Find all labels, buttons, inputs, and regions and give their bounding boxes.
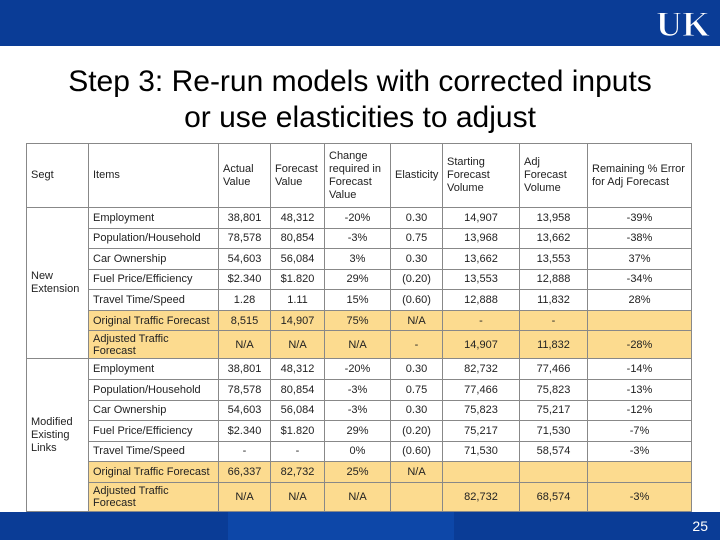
header-change-required: Change required in Forecast Value [325,144,391,208]
table-cell: 13,968 [443,228,520,249]
table-cell: 56,084 [271,249,325,270]
table-cell: 0.75 [391,228,443,249]
table-row [27,269,692,290]
table-cell: 75,823 [520,379,588,400]
table-cell: 0.75 [391,379,443,400]
row-item-label: Travel Time/Speed [89,441,219,462]
table-cell: 14,907 [271,310,325,331]
table-cell: 48,312 [271,208,325,229]
table-cell: - [271,441,325,462]
table-row [27,310,692,331]
table-cell: 48,312 [271,359,325,380]
table-cell: (0.20) [391,269,443,290]
table-row [27,290,692,311]
table-cell: 77,466 [443,379,520,400]
table-cell: 58,574 [520,441,588,462]
table-cell: -3% [325,379,391,400]
table-row [27,462,692,483]
table-cell: 75,217 [443,421,520,442]
segment-label: Modified Existing Links [27,359,89,512]
table-cell: $1.820 [271,421,325,442]
table-row [27,421,692,442]
table-cell: 82,732 [271,462,325,483]
table-cell: 0.30 [391,400,443,421]
table-cell: 14,907 [443,331,520,359]
row-item-label: Adjusted Traffic Forecast [89,331,219,359]
table-cell: N/A [219,482,271,511]
table-cell: 0.30 [391,359,443,380]
header-adj-volume: Adj Forecast Volume [520,144,588,208]
table-cell: 8,515 [219,310,271,331]
row-item-label: Travel Time/Speed [89,290,219,311]
page-number: 25 [692,518,708,534]
table-row [27,379,692,400]
table-cell: -3% [588,441,692,462]
table-cell: -20% [325,208,391,229]
table-cell: -14% [588,359,692,380]
row-item-label: Fuel Price/Efficiency [89,421,219,442]
table-cell: 15% [325,290,391,311]
table-cell: 13,553 [520,249,588,270]
table-cell: 54,603 [219,400,271,421]
table-row [27,441,692,462]
table-cell: N/A [325,482,391,511]
table-cell: N/A [271,482,325,511]
header-actual-value: Actual Value [219,144,271,208]
table-cell: N/A [271,331,325,359]
table-cell: 80,854 [271,379,325,400]
table-cell: $1.820 [271,269,325,290]
table-cell: -13% [588,379,692,400]
table-cell: (0.60) [391,441,443,462]
row-item-label: Population/Household [89,228,219,249]
header-elasticity: Elasticity [391,144,443,208]
table-cell: 1.11 [271,290,325,311]
table-row [27,249,692,270]
table-cell: 13,553 [443,269,520,290]
table-cell: 13,662 [520,228,588,249]
table-cell: - [443,310,520,331]
table-cell [520,462,588,483]
slide-title-line-2: or use elasticities to adjust [184,101,536,134]
table-cell: 78,578 [219,228,271,249]
table-cell [588,310,692,331]
header-starting-volume: Starting Forecast Volume [443,144,520,208]
table-cell: 71,530 [520,421,588,442]
table-cell: 12,888 [520,269,588,290]
table-cell: -20% [325,359,391,380]
row-item-label: Car Ownership [89,400,219,421]
table-cell: N/A [219,331,271,359]
table-cell: 29% [325,421,391,442]
row-item-label: Fuel Price/Efficiency [89,269,219,290]
table-cell [588,462,692,483]
table-row [27,208,692,229]
table-cell: (0.20) [391,421,443,442]
table-cell: 82,732 [443,482,520,511]
table-cell [391,482,443,511]
table-cell: -3% [325,228,391,249]
table-cell: -3% [588,482,692,511]
slide-title [0,64,720,136]
table-cell: -12% [588,400,692,421]
table-cell: 0% [325,441,391,462]
table-cell: 13,662 [443,249,520,270]
university-logo-icon [656,3,710,43]
row-item-label: Population/Household [89,379,219,400]
table-cell: 75,823 [443,400,520,421]
table-row [27,359,692,380]
table-cell: (0.60) [391,290,443,311]
table-cell: 3% [325,249,391,270]
svg-text:UK: UK [656,4,710,43]
row-item-label: Employment [89,359,219,380]
segment-label: New Extension [27,208,89,359]
table-cell: 1.28 [219,290,271,311]
table-cell: 75,217 [520,400,588,421]
table-row [27,331,692,359]
row-item-label: Employment [89,208,219,229]
table-cell: $2.340 [219,421,271,442]
bottom-banner-accent [228,512,454,540]
table-cell: 80,854 [271,228,325,249]
table-cell: $2.340 [219,269,271,290]
header-forecast-value: Forecast Value [271,144,325,208]
table-cell: 78,578 [219,379,271,400]
table-cell: -34% [588,269,692,290]
table-cell: 0.30 [391,208,443,229]
table-cell: 12,888 [443,290,520,311]
row-item-label: Original Traffic Forecast [89,310,219,331]
table-cell: 82,732 [443,359,520,380]
table-cell: - [520,310,588,331]
table-cell: 38,801 [219,359,271,380]
table-cell: 71,530 [443,441,520,462]
table-cell: -38% [588,228,692,249]
table-cell: 56,084 [271,400,325,421]
elasticity-table [26,143,691,512]
header-items: Items [89,144,219,208]
table-cell: 11,832 [520,331,588,359]
table-cell: 37% [588,249,692,270]
table-row [27,482,692,511]
table-cell: N/A [325,331,391,359]
table-cell: -28% [588,331,692,359]
table-cell: 75% [325,310,391,331]
table-cell: 11,832 [520,290,588,311]
table-cell: -7% [588,421,692,442]
header-remaining-error: Remaining % Error for Adj Forecast [588,144,692,208]
table-cell: 38,801 [219,208,271,229]
table-cell: -3% [325,400,391,421]
top-banner [0,0,720,46]
table-cell: 13,958 [520,208,588,229]
bottom-banner [0,512,720,540]
table-cell: 54,603 [219,249,271,270]
table-cell: N/A [391,462,443,483]
table-cell: - [219,441,271,462]
row-item-label: Original Traffic Forecast [89,462,219,483]
table-cell: 28% [588,290,692,311]
table-cell: 14,907 [443,208,520,229]
table-cell: - [391,331,443,359]
table-cell: 68,574 [520,482,588,511]
table-cell: 25% [325,462,391,483]
row-item-label: Car Ownership [89,249,219,270]
table-row [27,400,692,421]
table-cell: 29% [325,269,391,290]
table-row [27,228,692,249]
table-cell: -39% [588,208,692,229]
table-cell: 0.30 [391,249,443,270]
table-cell: 66,337 [219,462,271,483]
slide-title-line-1: Step 3: Re-run models with corrected inputs [68,65,652,98]
row-item-label: Adjusted Traffic Forecast [89,482,219,511]
table-cell [443,462,520,483]
table-cell: 77,466 [520,359,588,380]
header-segment: Segt [27,144,89,208]
table-cell: N/A [391,310,443,331]
